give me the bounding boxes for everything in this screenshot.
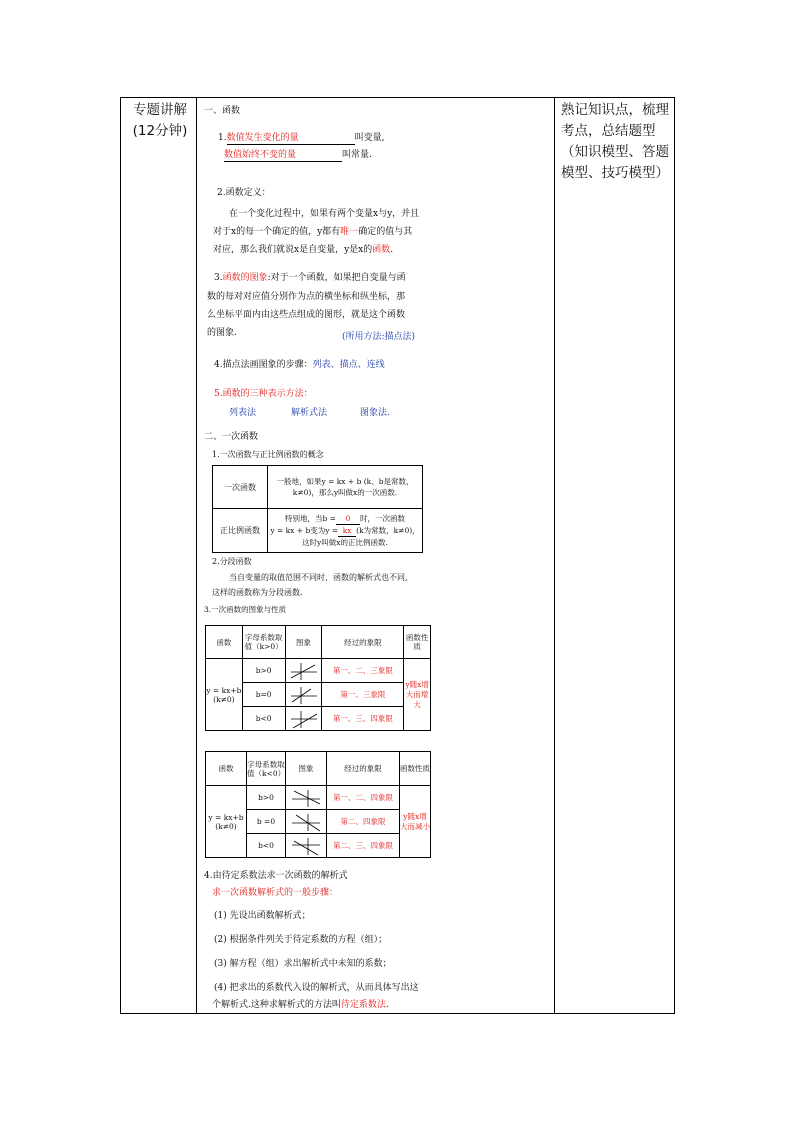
- line-graph-icon: [288, 812, 324, 832]
- method-graph: 图象法.: [360, 408, 390, 418]
- step-3: (3) 解方程（组）求出解析式中未知的系数；: [214, 959, 392, 969]
- item2-title: 2.函数定义：: [217, 188, 271, 198]
- item2-line2: 对于x的每一个确定的值，y都有唯一确定的值与其: [213, 227, 413, 237]
- graph-cell: [286, 810, 327, 834]
- piecewise-line2: 这样的函数称为分段函数.: [212, 588, 303, 597]
- item2-line1: 在一个变化过程中，如果有两个变量x与y，并且: [229, 209, 420, 219]
- design-note: 熟记知识点，梳理考点，总结题型（知识模型、答题模型、技巧模型）: [561, 102, 669, 181]
- step-2: (2) 根据条件列关于待定系数的方程（组）；: [214, 935, 388, 945]
- concept-linear-header: 一次函数: [213, 466, 268, 509]
- left-column: [121, 98, 197, 1013]
- item1-line1: 1.数值发生变化的量 叫变量,: [218, 133, 385, 143]
- line-graph-icon: [288, 788, 324, 808]
- item3-line2: 数的每对对应值分别作为点的横坐标和纵坐标，那: [207, 292, 406, 302]
- table-k-negative: 函数 字母系数取值（k<0） 图象 经过的象限 函数性质 y = kx+b (k≠0) b>0 第一、二、四象限 y随x增大而减小 b =0 第二、四象限 b<0 第二、三、四象限: [205, 751, 431, 858]
- step-1: (1) 先设出函数解析式；: [214, 911, 311, 921]
- item2-line3: 对应，那么我们就说x是自变量，y是x的函数.: [213, 245, 394, 255]
- graph-cell: [286, 834, 327, 858]
- graph-cell: [285, 659, 322, 683]
- graph-cell: [286, 786, 327, 810]
- section-label: 专题讲解(12分钟): [132, 102, 188, 139]
- concept-table: [212, 465, 423, 553]
- subsection-1: 1.一次函数与正比例函数的概念: [212, 450, 324, 459]
- steps-heading: 求一次函数解析式的一般步骤：: [212, 888, 339, 898]
- item3-line4: 的图象.: [207, 328, 237, 338]
- graph-cell: [285, 707, 322, 731]
- item3-line3: 么坐标平面内由这些点组成的图形，就是这个函数: [207, 310, 406, 320]
- item4: 4.描点法画图象的步骤：列表、描点、连线: [214, 360, 385, 370]
- concept-linear-def: 一般地，如果y = kx + b (k、b是常数， k≠0)，那么y叫做x的一次函数.: [268, 466, 423, 509]
- step-4: (4) 把求出的系数代入设的解析式，从而具体写出这: [214, 983, 419, 993]
- step-4-cont: 个解析式.这种求解析式的方法叫待定系数法.: [212, 1000, 389, 1010]
- graph-cell: [285, 683, 322, 707]
- right-column: [554, 98, 675, 1013]
- item5: 5.函数的三种表示方法：: [214, 389, 313, 399]
- subsection-4: 4.由待定系数法求一次函数的解析式: [204, 871, 348, 881]
- blank-constant: 数值始终不变的量: [224, 149, 318, 162]
- table-k-positive: 函数 字母系数取值（k>0） 图象 经过的象限 函数性质 y = kx+b (k≠0) b>0 第一、二、三象限 y随x增大而增大 b=0 第一、三象限 b<0 第一、三、四象限: [205, 625, 431, 731]
- section-heading-functions: 一、函数: [204, 106, 241, 116]
- item3-line1: 3.函数的图象:对于一个函数，如果把自变量与函: [214, 273, 406, 283]
- line-graph-icon: [287, 661, 321, 681]
- concept-proportional-header: 正比例函数: [213, 509, 268, 553]
- item1-line2: 数值始终不变的量 叫常量.: [224, 150, 372, 160]
- piecewise-line1: 当自变量的取值范围不同时，函数的解析式也不同,: [229, 573, 408, 582]
- method-table: 列表法: [229, 408, 257, 418]
- concept-proportional-def: 特别地，当b = 0 时，一次函数 y = kx + b变为y = kx (k为常数，k≠0)， 这时y叫做x的正比例函数.: [268, 509, 423, 553]
- section-heading-linear: 二、一次函数: [204, 432, 259, 442]
- subsection-3: 3.一次函数的图象与性质: [204, 605, 287, 614]
- item3-method: (所用方法:描点法): [342, 332, 416, 342]
- line-graph-icon: [287, 685, 321, 705]
- blank-variable: 数值发生变化的量: [227, 132, 329, 145]
- method-formula: 解析式法: [291, 408, 328, 418]
- line-graph-icon: [288, 836, 324, 856]
- line-graph-icon: [287, 709, 321, 729]
- subsection-2: 2.分段函数: [212, 557, 252, 566]
